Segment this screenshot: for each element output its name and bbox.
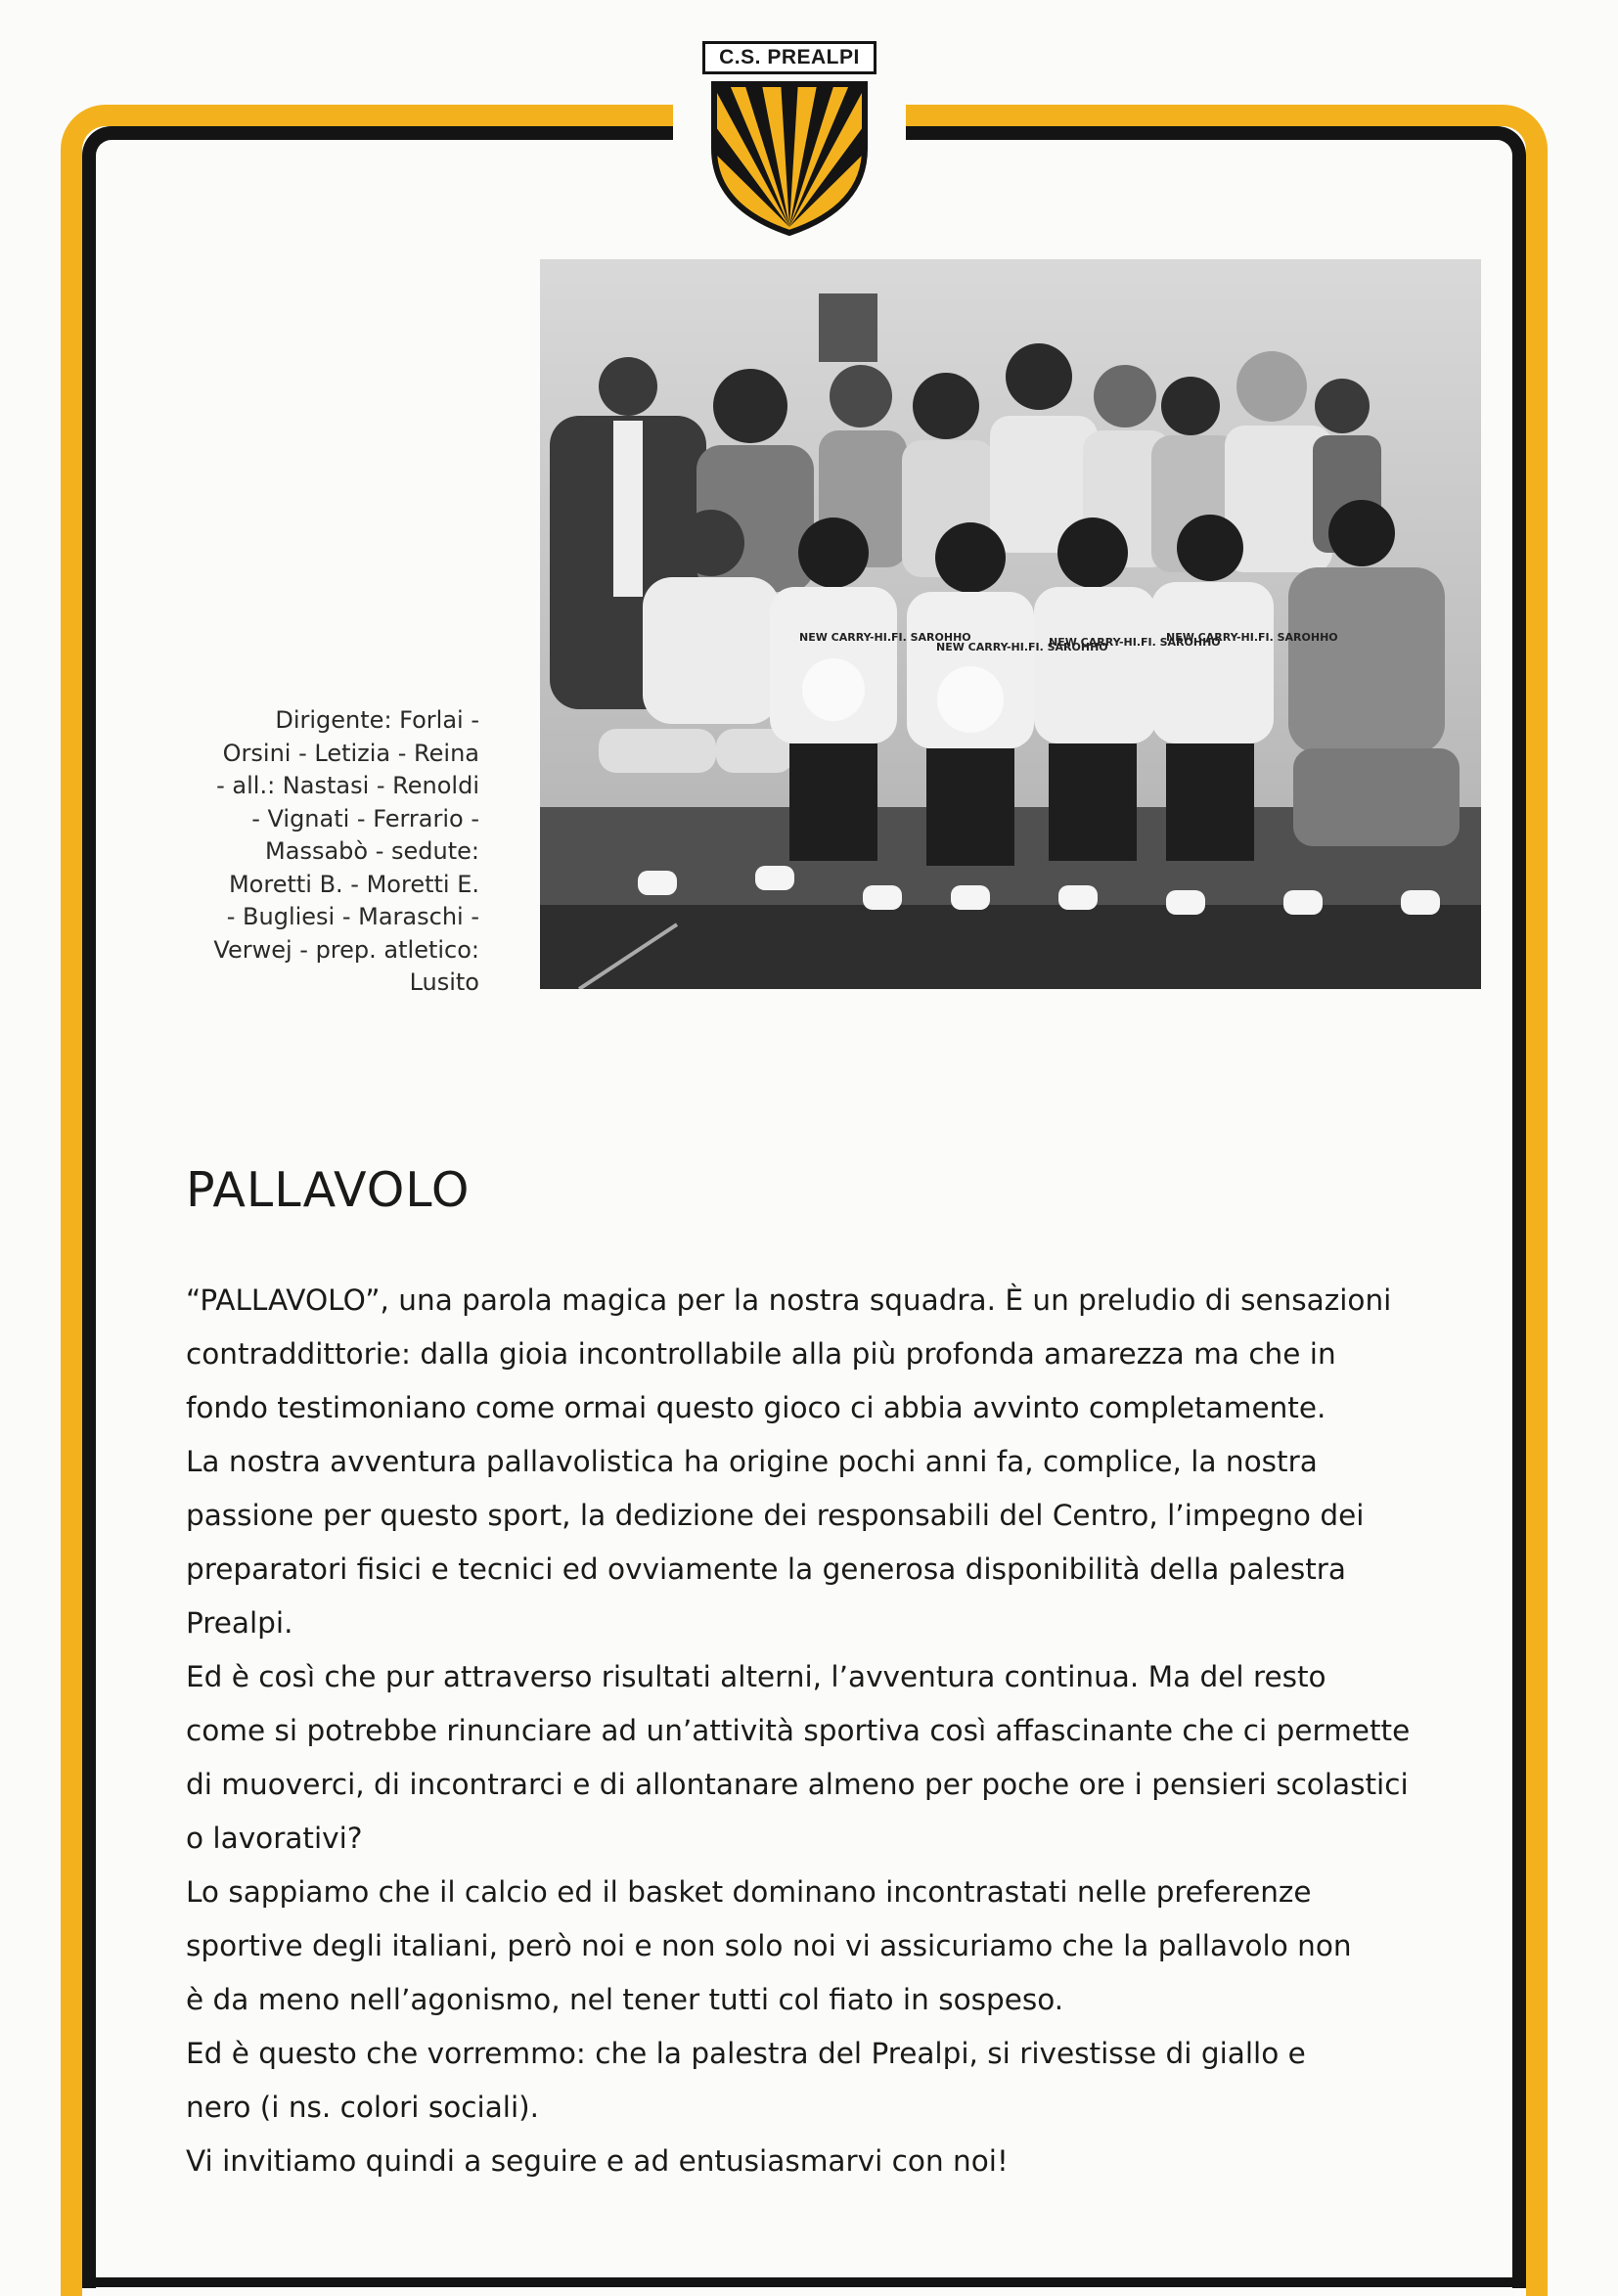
body-line: Ed è questo che vorremmo: che la palestra del Prealpi, si rivestisse di giallo e	[186, 2037, 1306, 2070]
body-line: fondo testimoniano come ormai questo gioco ci abbia avvinto completamente.	[186, 1391, 1326, 1424]
photo-caption	[164, 704, 479, 1000]
body-line: come si potrebbe rinunciare ad un’attività sportiva così affascinante che ci permette	[186, 1714, 1411, 1747]
caption-line: Moretti B. - Moretti E.	[228, 870, 479, 898]
body-line: sportive degli italiani, però noi e non solo noi vi assicuriamo che la pallavolo non	[186, 1929, 1352, 1962]
body-line: Lo sappiamo che il calcio ed il basket dominano incontrastati nelle preferenze	[186, 1875, 1312, 1909]
caption-line: Dirigente: Forlai -	[275, 706, 479, 734]
caption-line: - Bugliesi - Maraschi -	[226, 903, 479, 930]
caption-line: Lusito	[409, 968, 479, 996]
body-line: preparatori fisici e tecnici ed ovviamente la generosa disponibilità della palestra	[186, 1553, 1346, 1586]
body-line: Ed è così che pur attraverso risultati alterni, l’avventura continua. Ma del resto	[186, 1660, 1326, 1693]
body-line: nero (i ns. colori sociali).	[186, 2091, 540, 2124]
body-line: passione per questo sport, la dedizione dei responsabili del Centro, l’impegno dei	[186, 1499, 1365, 1532]
caption-line: Massabò - sedute:	[265, 837, 479, 865]
team-photo	[540, 259, 1481, 989]
caption-line: Verwej - prep. atletico:	[213, 935, 479, 964]
caption-line: - all.: Nastasi - Renoldi	[216, 772, 479, 799]
jersey-text: NEW CARRY-HI.FI. SAROHHO	[799, 631, 971, 644]
crest-shield-icon	[710, 80, 869, 237]
body-line: Vi invitiamo quindi a seguire e ad entusiasmarvi con noi!	[186, 2144, 1009, 2178]
body-line: è da meno nell’agonismo, nel tener tutti col fiato in sospeso.	[186, 1983, 1064, 2016]
caption-line: - Vignati - Ferrario -	[251, 804, 479, 833]
caption-line: Orsini - Letizia - Reina	[222, 739, 479, 767]
article-title: PALLAVOLO	[186, 1162, 471, 1218]
body-line: La nostra avventura pallavolistica ha origine pochi anni fa, complice, la nostra	[186, 1445, 1318, 1478]
crest-label: C.S. PREALPI	[702, 41, 876, 74]
club-crest	[702, 41, 876, 237]
body-line: o lavorativi?	[186, 1822, 363, 1855]
body-line: “PALLAVOLO”, una parola magica per la nostra squadra. È un preludio di sensazioni	[186, 1283, 1392, 1317]
body-line: Prealpi.	[186, 1606, 293, 1640]
team-photo-image	[540, 259, 1481, 989]
article-body	[186, 1274, 1458, 2188]
page-frame-bottom	[82, 2277, 1526, 2287]
body-line: di muoverci, di incontrarci e di allontanare almeno per poche ore i pensieri scolastici	[186, 1768, 1409, 1801]
body-line: contraddittorie: dalla gioia incontrollabile alla più profonda amarezza ma che in	[186, 1337, 1336, 1371]
jersey-text: NEW CARRY-HI.FI. SAROHHO	[1049, 636, 1221, 649]
jersey-text: NEW CARRY-HI.FI. SAROHHO	[1166, 631, 1338, 644]
jersey-text: NEW CARRY-HI.FI. SAROHHO	[936, 641, 1108, 653]
